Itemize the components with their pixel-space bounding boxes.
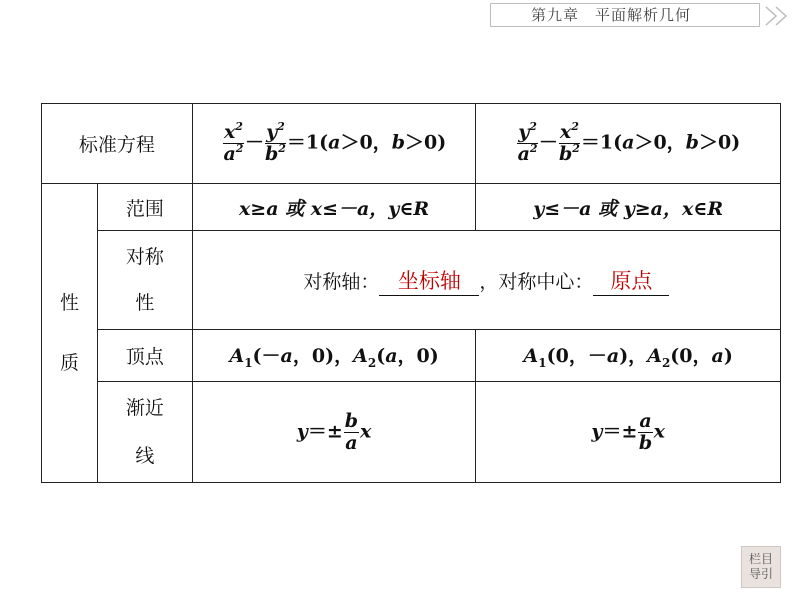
vertex-right: $A_1(0$，－a)，$A_2(0$，a) [476, 330, 781, 382]
chapter-title: 第九章 平面解析几何 [530, 6, 691, 24]
label-properties [42, 184, 98, 483]
nav-line-2: 导引 [748, 567, 773, 581]
symmetry-center-prefix: ，对称中心： [479, 270, 594, 293]
label-properties-char-1: 性 [59, 292, 79, 314]
label-symmetry-line-2: 性 [135, 292, 155, 314]
hyperbola-properties-table [41, 103, 781, 483]
label-range: 范围 [97, 184, 192, 231]
label-symmetry [97, 231, 192, 330]
asymptote-left: y＝± $\frac{b}{a}$ x [192, 382, 476, 483]
range-left: x≥a 或 x≤－a，y∈R [192, 184, 476, 231]
symmetry-center-blank [593, 265, 669, 296]
range-right: y≤－a 或 y≥a，x∈R [476, 184, 781, 231]
label-vertex: 顶点 [97, 330, 192, 382]
vertex-left: $A_1(-a$，0)，$A_2(a$，0) [192, 330, 476, 382]
symmetry-content [192, 231, 780, 330]
nav-line-1: 栏目 [748, 552, 773, 566]
symmetry-axis-answer: 坐标轴 [397, 268, 461, 293]
table-row-vertex [42, 330, 781, 382]
symmetry-axis-prefix: 对称轴： [303, 270, 380, 293]
symmetry-axis-blank [379, 265, 479, 296]
chevron-right-icon [762, 4, 794, 28]
label-asymptote [97, 382, 192, 483]
section-nav-button[interactable] [741, 546, 781, 588]
label-symmetry-line-1: 对称 [125, 246, 164, 268]
asymptote-right: y＝± $\frac{a}{b}$ x [476, 382, 781, 483]
label-properties-char-2: 质 [59, 352, 79, 374]
equation-x-axis-hyperbola: $\frac{x^2}{a^2}$ － $\frac{y^2}{b^2}$ ＝1(a＞0，b＞0) [192, 104, 476, 184]
symmetry-center-answer: 原点 [610, 268, 653, 293]
table-row-symmetry [42, 231, 781, 330]
label-standard-equation: 标准方程 [42, 104, 193, 184]
table-row-standard-equation [42, 104, 781, 184]
equation-y-axis-hyperbola: $\frac{y^2}{a^2}$ － $\frac{x^2}{b^2}$ ＝1(a＞0，b＞0) [476, 104, 781, 184]
label-asymptote-line-2: 线 [135, 445, 155, 467]
label-asymptote-line-1: 渐近 [125, 397, 164, 419]
chapter-header [490, 3, 760, 27]
table-row-range [42, 184, 781, 231]
table-row-asymptote [42, 382, 781, 483]
